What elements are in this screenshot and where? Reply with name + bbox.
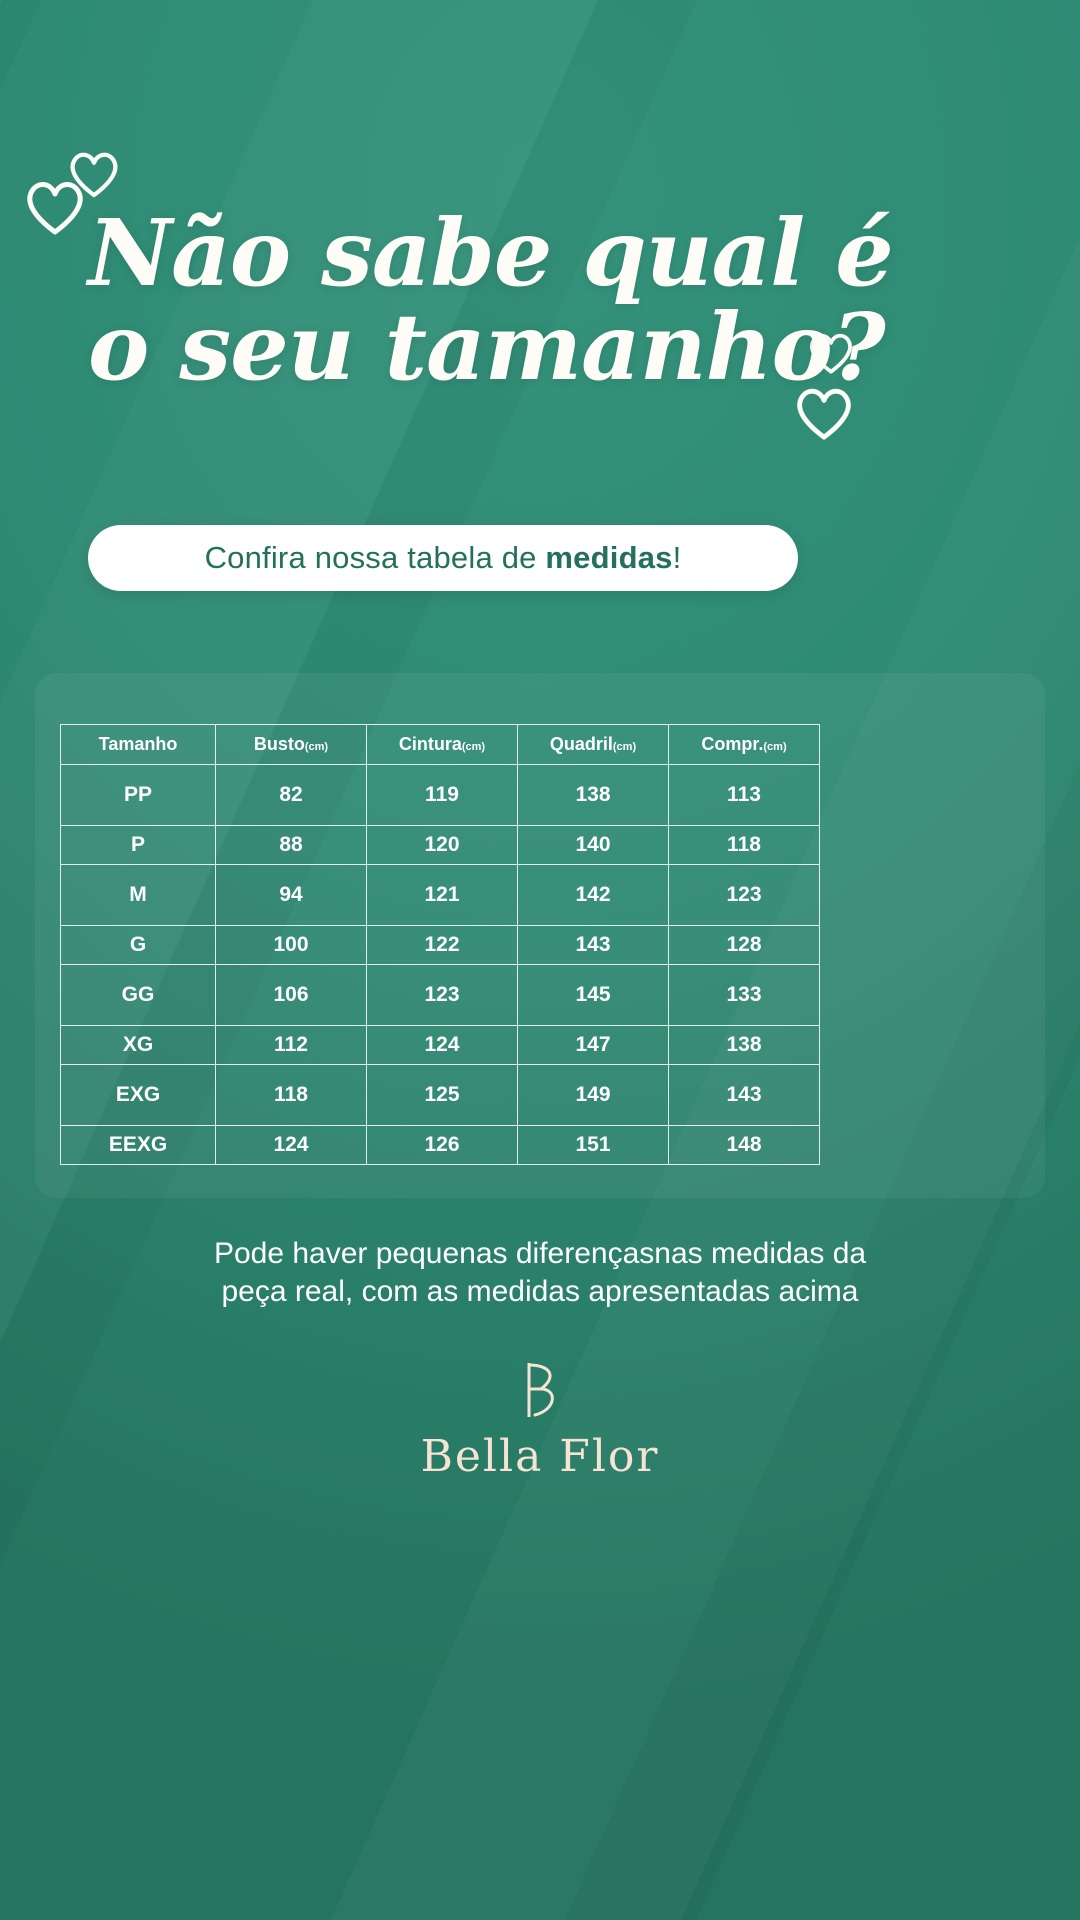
cell-cintura: 119 xyxy=(367,765,518,826)
cell-compr: 133 xyxy=(669,965,820,1026)
bella-flor-monogram-icon xyxy=(505,1355,575,1425)
table-header-tamanho xyxy=(61,725,216,765)
table-row xyxy=(61,826,820,865)
cell-busto: 100 xyxy=(216,926,367,965)
page-title xyxy=(88,199,998,402)
cell-cintura: 126 xyxy=(367,1126,518,1165)
heart-icon xyxy=(22,175,88,237)
table-row xyxy=(61,865,820,926)
cell-busto: 94 xyxy=(216,865,367,926)
cell-quadril: 143 xyxy=(518,926,669,965)
cell-quadril: 140 xyxy=(518,826,669,865)
cell-size: P xyxy=(61,826,216,865)
header-unit: (cm) xyxy=(304,741,329,753)
header-unit: (cm) xyxy=(763,741,787,753)
cell-compr: 123 xyxy=(669,865,820,926)
heart-icon xyxy=(66,146,122,200)
table-row xyxy=(61,765,820,826)
brand-name: Bella Flor xyxy=(420,1431,660,1482)
callout-suffix: ! xyxy=(672,540,682,575)
cell-quadril: 147 xyxy=(518,1026,669,1065)
table-header-row xyxy=(61,725,820,765)
cell-quadril: 142 xyxy=(518,865,669,926)
cell-cintura: 121 xyxy=(367,865,518,926)
cell-quadril: 138 xyxy=(518,765,669,826)
table-row xyxy=(61,1026,820,1065)
cell-compr: 113 xyxy=(669,765,820,826)
table-row xyxy=(61,965,820,1026)
cell-cintura: 124 xyxy=(367,1026,518,1065)
header-unit: (cm) xyxy=(461,741,486,753)
size-table xyxy=(60,724,820,1165)
cell-busto: 112 xyxy=(216,1026,367,1065)
cell-busto: 106 xyxy=(216,965,367,1026)
cell-cintura: 122 xyxy=(367,926,518,965)
cell-cintura: 123 xyxy=(367,965,518,1026)
table-header-cintura xyxy=(367,725,518,765)
cell-size: M xyxy=(61,865,216,926)
cell-busto: 118 xyxy=(216,1065,367,1126)
cell-compr: 143 xyxy=(669,1065,820,1126)
cell-size: XG xyxy=(61,1026,216,1065)
table-header-busto xyxy=(216,725,367,765)
cell-compr: 148 xyxy=(669,1126,820,1165)
cell-cintura: 125 xyxy=(367,1065,518,1126)
measurements-callout xyxy=(88,525,798,591)
cell-compr: 128 xyxy=(669,926,820,965)
header-label: Tamanho xyxy=(98,734,178,754)
disclaimer-line-2: peça real, com as medidas apresentadas acima xyxy=(221,1275,859,1309)
callout-prefix: Confira nossa tabela de xyxy=(204,540,546,575)
callout-strong: medidas xyxy=(545,540,673,575)
headline-line-1: Não sabe qual é xyxy=(88,199,893,307)
cell-quadril: 151 xyxy=(518,1126,669,1165)
headline-line-2: o seu tamanho? xyxy=(88,293,885,402)
cell-size: EXG xyxy=(61,1065,216,1126)
cell-size: GG xyxy=(61,965,216,1026)
header-unit: (cm) xyxy=(612,741,637,753)
table-header-quadril xyxy=(518,725,669,765)
cell-quadril: 145 xyxy=(518,965,669,1026)
measurements-callout-text xyxy=(205,540,682,576)
disclaimer-line-1: Pode haver pequenas diferençasnas medidas da xyxy=(213,1237,867,1270)
header-label: Cintura xyxy=(398,734,462,754)
disclaimer-note xyxy=(90,1235,990,1312)
cell-quadril: 149 xyxy=(518,1065,669,1126)
cell-size: G xyxy=(61,926,216,965)
cell-busto: 82 xyxy=(216,765,367,826)
cell-compr: 138 xyxy=(669,1026,820,1065)
table-header-compr xyxy=(669,725,820,765)
header-label: Quadril xyxy=(549,734,613,754)
brand-logo xyxy=(0,1355,1080,1482)
table-row xyxy=(61,1065,820,1126)
cell-busto: 124 xyxy=(216,1126,367,1165)
cell-busto: 88 xyxy=(216,826,367,865)
header-label: Busto xyxy=(253,734,305,754)
cell-size: PP xyxy=(61,765,216,826)
table-row xyxy=(61,926,820,965)
header-label: Compr. xyxy=(701,734,764,754)
table-row xyxy=(61,1126,820,1165)
cell-size: EEXG xyxy=(61,1126,216,1165)
cell-cintura: 120 xyxy=(367,826,518,865)
cell-compr: 118 xyxy=(669,826,820,865)
